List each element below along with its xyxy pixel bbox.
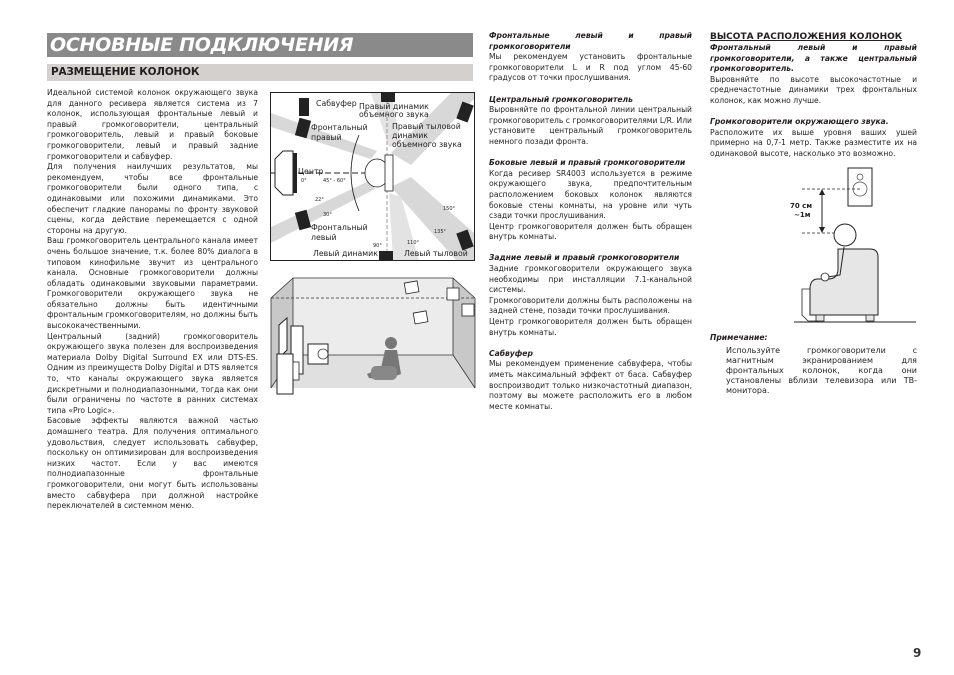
paragraph: Выровняйте по фронтальной линии центральный громкоговоритель с громкоговорителями L/R. Или установите центральный громкоговоритель немного позади фронта. (489, 105, 692, 146)
section-heading: Фронтальный левый и правый громкоговорители, а также центральный громкоговоритель. (710, 43, 917, 74)
surround-speaker-1 (404, 281, 419, 294)
note-heading: Примечание: (710, 333, 768, 342)
paragraph: Расположите их выше уровня ваших ушей примерно на 0,7-1 метр. Также разместите их на одинаковой высоте, насколько это возможно. (710, 127, 917, 158)
chair-back (385, 155, 393, 191)
front-left-tower-speaker (277, 354, 293, 394)
page-title-bar (47, 33, 473, 57)
angle-45-60: 45° - 60° (323, 178, 346, 184)
speaker-layout-diagram (270, 92, 475, 261)
paragraph: Ваш громкоговоритель центрального канала имеет очень большое значение, т.к. более 80% диалога в типовом кинофильме звучит из центрального канала. Основные громкоговорители должны обладать одинаковыми звуковыми параметрами. Громкоговорители окружающего звука не обязательно должны быть идентичными фронтальным громкоговорителям, но должны быть высококачественными. (47, 236, 258, 331)
page-title: ОСНОВНЫЕ ПОДКЛЮЧЕНИЯ (50, 34, 354, 56)
angle-30: 30° (323, 212, 332, 218)
height-svg (790, 165, 920, 330)
listener-head (385, 337, 397, 349)
height-section-title: ВЫСОТА РАСПОЛОЖЕНИЯ КОЛОНОК (710, 32, 903, 42)
paragraph: Задние громкоговорители окружающего звука необходимы при инсталляции 7.1-канальной системы. (489, 264, 692, 295)
armchair-side-icon (810, 249, 878, 315)
tv-shape (275, 151, 293, 195)
speaker-height-column (710, 31, 917, 160)
angle-22: 22° (315, 197, 324, 203)
paragraph: Громкоговорители должны быть расположены на задней стене, позади точки прослушивания. (489, 295, 692, 316)
section-heading: Фронтальные левый и правый громкоговорители (489, 31, 692, 51)
height-diagram (790, 165, 920, 330)
surround-left-speaker (379, 251, 393, 260)
rear-speaker-2 (462, 304, 474, 316)
section-heading: Громкоговорители окружающего звука. (710, 117, 889, 127)
label-front-left: Фронтальный левый (311, 223, 368, 242)
label-surround-right: Правый динамик объемного звука (359, 102, 429, 119)
section-heading: Сабвуфер (489, 348, 533, 358)
paragraph: Идеальной системой колонок окружающего звука для данного ресивера является система из 7 колонок, использующая фронтальные левый и правый громкоговорители, центральный громкоговоритель, левый и правый боковые громкоговорители, левый и правый задние громкоговорители и сабвуфер. (47, 88, 258, 161)
label-rear-left: Левый тыловой (404, 249, 468, 258)
section-heading: Центральный громкоговоритель (489, 94, 633, 104)
page-number: 9 (913, 646, 922, 660)
label-surround-left: Левый динамик (313, 249, 378, 258)
section-title: РАЗМЕЩЕНИЕ КОЛОНОК (51, 66, 200, 78)
center-speaker-box (293, 362, 299, 380)
listener-head-icon (834, 224, 856, 246)
rear-speaker-1 (447, 288, 459, 300)
angle-0: 0° (301, 178, 307, 184)
height-label-1m: ~1м (794, 211, 811, 219)
room-perspective-diagram (267, 270, 479, 395)
paragraph: Центральный (задний) громкоговоритель окружающего звука полезен для воспроизведения материала Dolby Digital Surround EX или DTS-ES. Одним из преимуществ Dolby Digital и DTS является то, что каналы окружающего звука является дискретными и полнодиапазонными, тогда как они были ограничены по частоте в ранних системах типа «Pro Logic». (47, 331, 258, 415)
surround-speaker-2 (413, 311, 428, 324)
angle-90: 90° (373, 243, 382, 249)
section-title-bar (47, 64, 473, 81)
paragraph: Мы рекомендуем установить фронтальные громкоговорители L и R под углом 45-60 градусов от точки прослушивания. (489, 52, 692, 83)
paragraph: Центр громкоговорителя должен быть обращен внутрь комнаты. (489, 317, 692, 337)
paragraph: Когда ресивер SR4003 используется в режиме окружающего звука, предпочтительным расположением боковых колонок являются боковые стены комнаты, на уровне или чуть сзади точки прослушивания. (489, 168, 692, 221)
subwoofer-speaker (299, 98, 309, 116)
room-svg (267, 270, 479, 395)
note-block (710, 333, 917, 396)
label-front-right: Фронтальный правый (311, 123, 368, 142)
paragraph: Басовые эффекты являются важной частью домашнего театра. Для получения оптимального удовольствия, следует использовать сабвуфер, поскольку он оптимизирован для воспроизведения низких частот. Если у вас имеются полнодиапазонные фронтальные громкоговорители, они могут быть использованы вместо сабвуфера при должной настройке переключателей в системном меню. (47, 416, 258, 511)
angle-135: 135° (434, 229, 447, 235)
speaker-placement-column (489, 31, 692, 412)
paragraph: Выровняйте по высоте высокочастотные и среднечастотные динамики трех фронтальных колонок, как можно лучше. (710, 74, 917, 105)
surround-right-speaker (381, 93, 395, 102)
section-heading: Боковые левый и правый громкоговорители (489, 158, 686, 168)
note-text: Используйте громкоговорители с магнитным экранированием для фронтальных колонок, когда они установлены вблизи телевизора или ТВ-монитора. (726, 345, 917, 395)
section-heading: Задние левый и правый громкоговорители (489, 253, 680, 263)
paragraph: Для получения наилучших результатов, мы рекомендуем, чтобы все фронтальные громкоговорители были одного типа, с одинаковыми или похожими динамиками. Это обеспечит гладкие панорамы по фронту звуковой сцены, когда действие перемещается с одной стороны на другую. (47, 162, 258, 235)
label-rear-right: Правый тыловой динамик объемного звука (392, 122, 462, 149)
intro-text-column (47, 88, 258, 512)
angle-110: 110° (407, 240, 420, 246)
center-speaker (293, 153, 297, 193)
height-label-70cm: 70 см (790, 202, 813, 210)
angle-150: 150° (443, 206, 456, 212)
paragraph: Центр громкоговорителя должен быть обращен внутрь комнаты. (489, 221, 692, 242)
paragraph: Мы рекомендуем применение сабвуфера, чтобы иметь максимальный эффект от баса. Сабвуфер воспроизводит только низкочастотный диапазон, поэтому вы можете расположить его в любом месте комнаты. (489, 359, 692, 411)
back-wall (293, 278, 453, 355)
label-subwoofer: Сабвуфер (316, 99, 357, 108)
armchair-icon (371, 366, 397, 380)
label-center: Центр (298, 167, 324, 176)
